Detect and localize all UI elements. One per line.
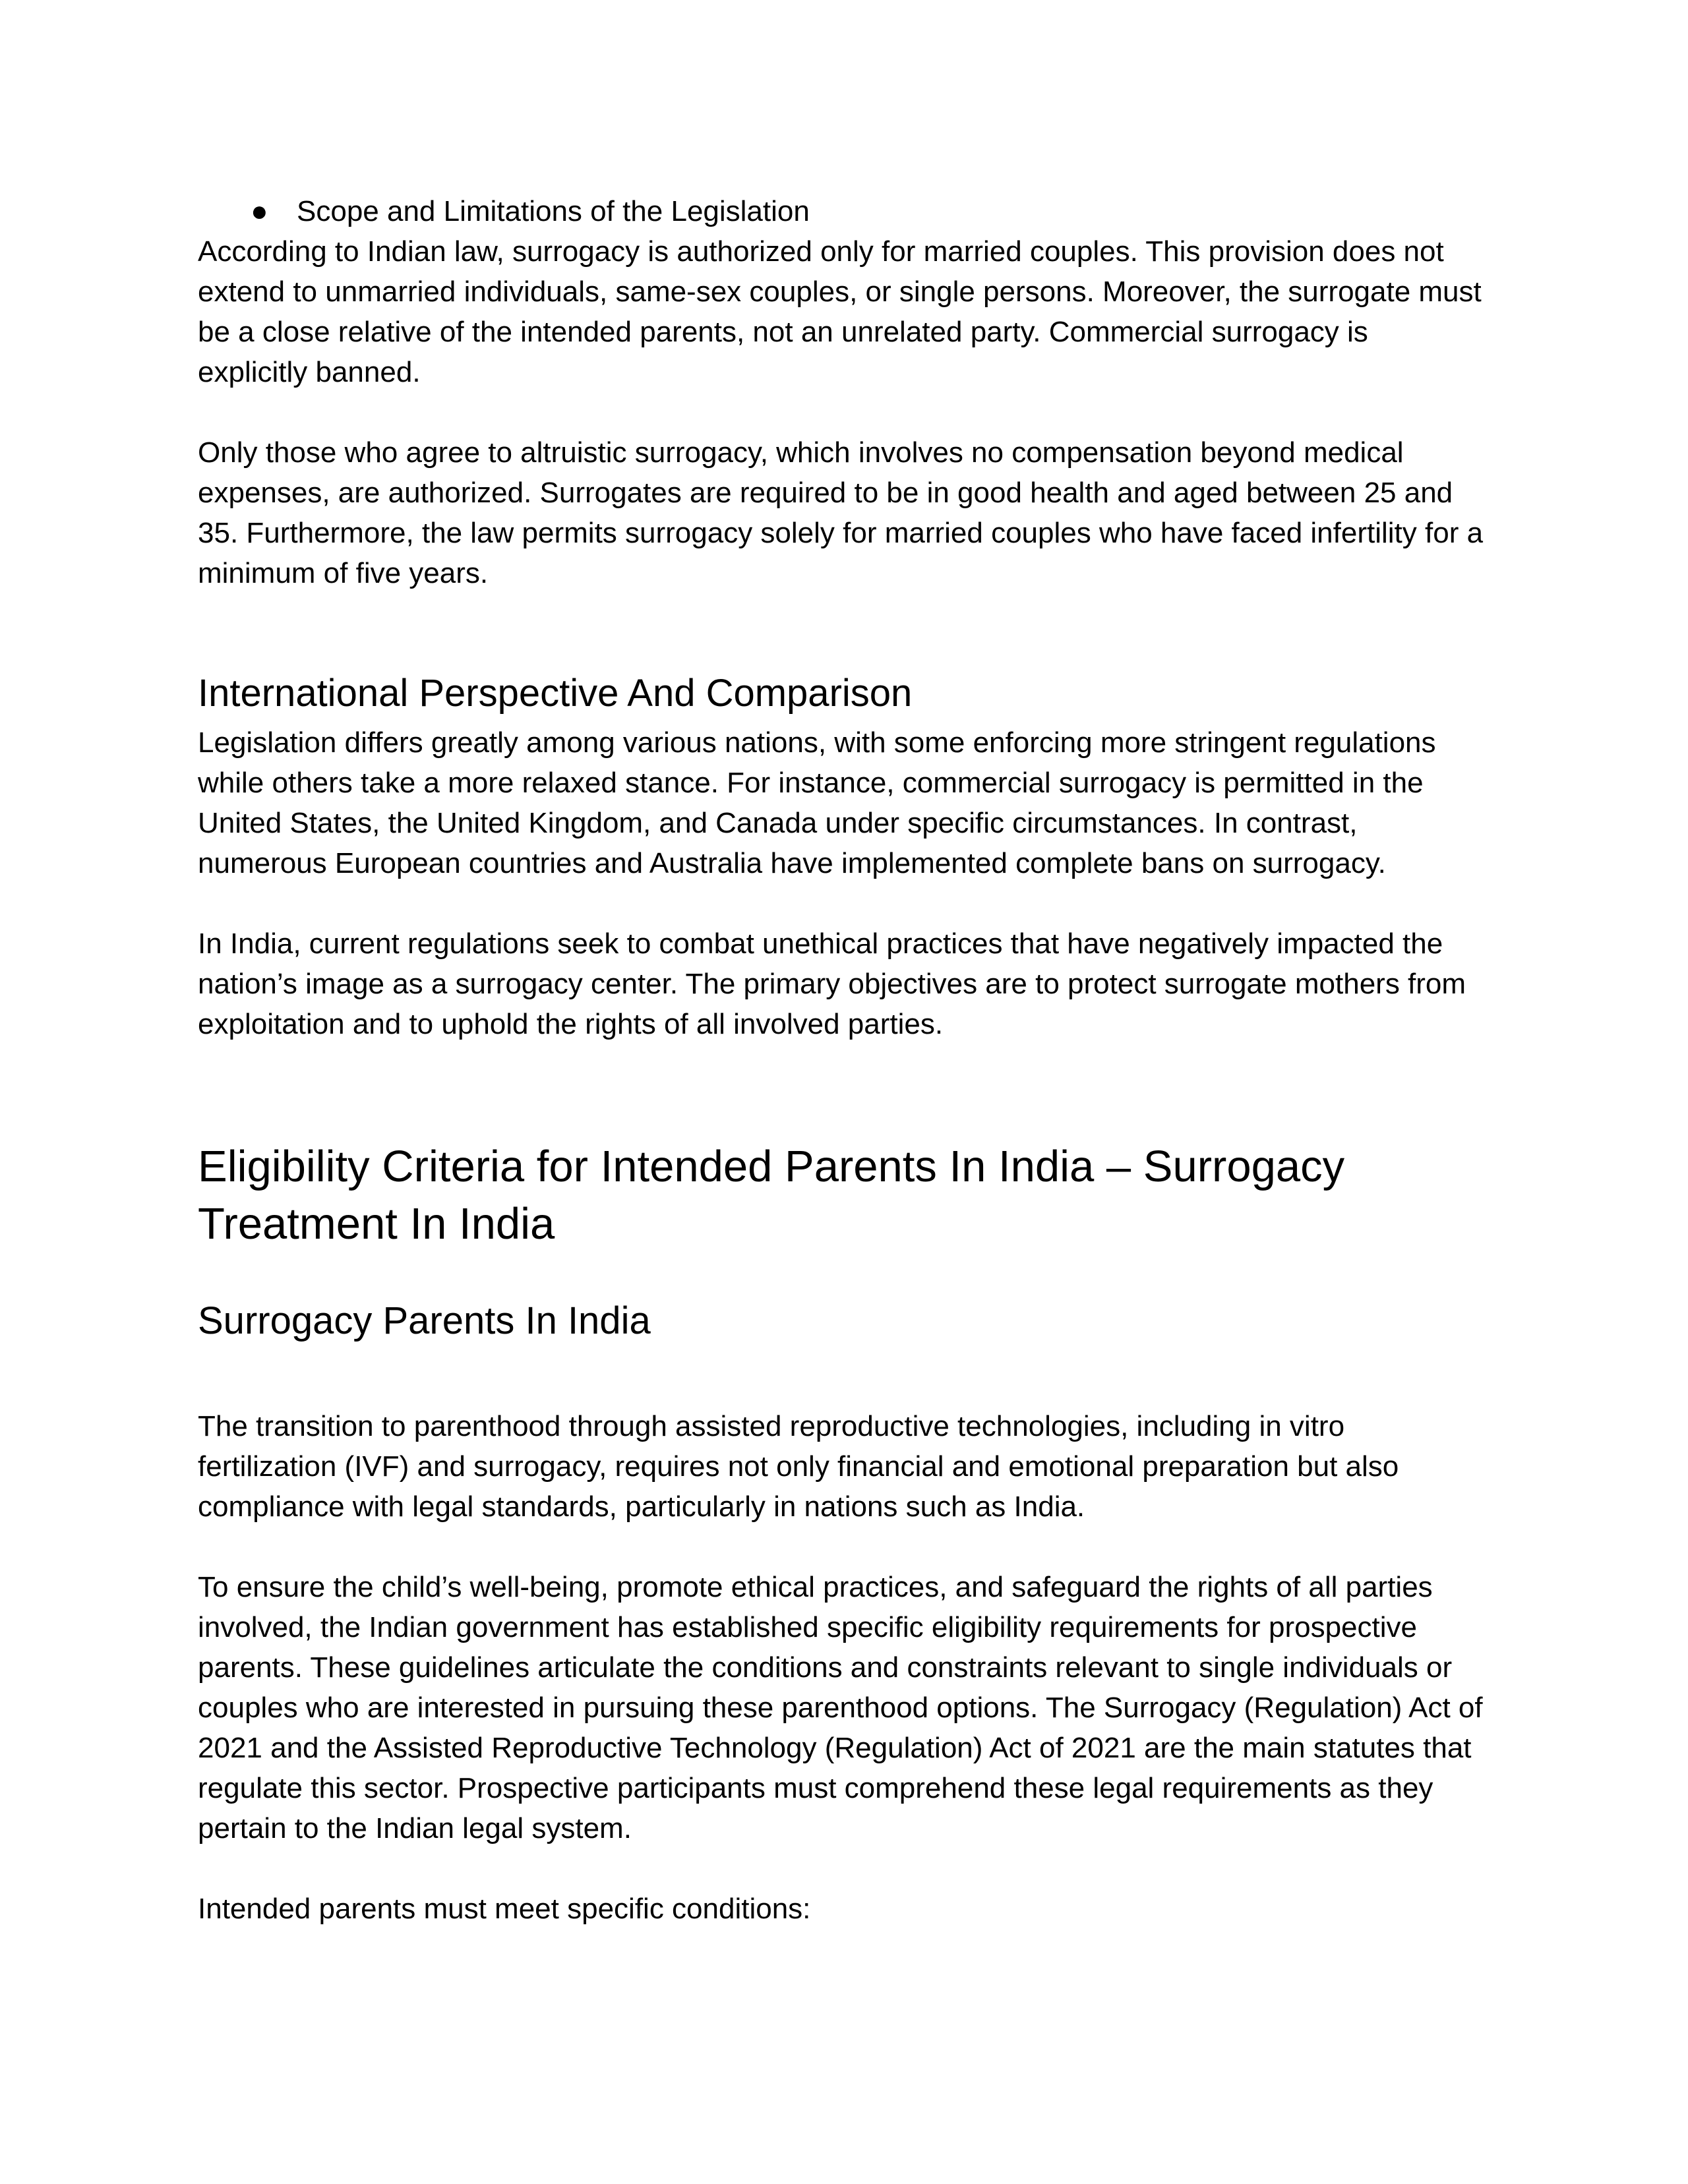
paragraph-eligibility-requirements: To ensure the child’s well-being, promote ethical practices, and safeguard the rights of all parties involved, the Indian government has established specific eligibility requirements for prospective parents. These guidelines articulate the conditions and constraints relevant to single individuals or couples who are interested in pursuing these parenthood options. The Surrogacy (Regulation) Act of 2021 and the Assisted Reproductive Technology (Regulation) Act of 2021 are the main statutes that regulate this sector. Prospective participants must comprehend these legal requirements as they pertain to the Indian legal system. [198, 1571, 1483, 1845]
heading-eligibility-line-1: Eligibility Criteria for Intended Parents In India – Surrogacy [198, 1142, 1345, 1191]
heading-eligibility-criteria [198, 1138, 1503, 1253]
paragraph-india-regulations: In India, current regulations seek to combat unethical practices that have negatively impacted the nation’s image as a surrogacy center. The primary objectives are to protect surrogate mothers from exploitation and to uphold the rights of all involved parties. [198, 928, 1466, 1040]
bullet-icon: ● [251, 195, 268, 227]
heading-international-perspective: International Perspective And Comparison [198, 672, 913, 715]
paragraph-law-scope: According to Indian law, surrogacy is authorized only for married couples. This provision does not extend to unmarried individuals, same-sex couples, or single persons. Moreover, the surrogate must be a close relative of the intended parents, not an unrelated party. Commercial surrogacy is explicitly banned. [198, 235, 1482, 388]
paragraph-altruistic: Only those who agree to altruistic surrogacy, which involves no compensation beyond medical expenses, are authorized. Surrogates are required to be in good health and aged between 25 and 35. Furthermore, the law permits surrogacy solely for married couples who have faced infertility for a minimum of five years. [198, 436, 1484, 589]
paragraph-legislation-differs: Legislation differs greatly among various nations, with some enforcing more stringent regulations while others take a more relaxed stance. For instance, commercial surrogacy is permitted in the United States, the United Kingdom, and Canada under specific circumstances. In contrast, numerous European countries and Australia have implemented complete bans on surrogacy. [198, 726, 1436, 879]
paragraph-conditions-intro: Intended parents must meet specific conditions: [198, 1893, 811, 1925]
document-page [198, 191, 1503, 1929]
heading-eligibility-line-2: Treatment In India [198, 1199, 555, 1249]
heading-surrogacy-parents: Surrogacy Parents In India [198, 1299, 651, 1342]
list-item [198, 191, 1503, 231]
paragraph-transition-parenthood: The transition to parenthood through assisted reproductive technologies, including in vitro fertilization (IVF) and surrogacy, requires not only financial and emotional preparation but also compliance with legal standards, particularly in nations such as India. [198, 1410, 1399, 1523]
list-item-text: Scope and Limitations of the Legislation [297, 195, 810, 227]
